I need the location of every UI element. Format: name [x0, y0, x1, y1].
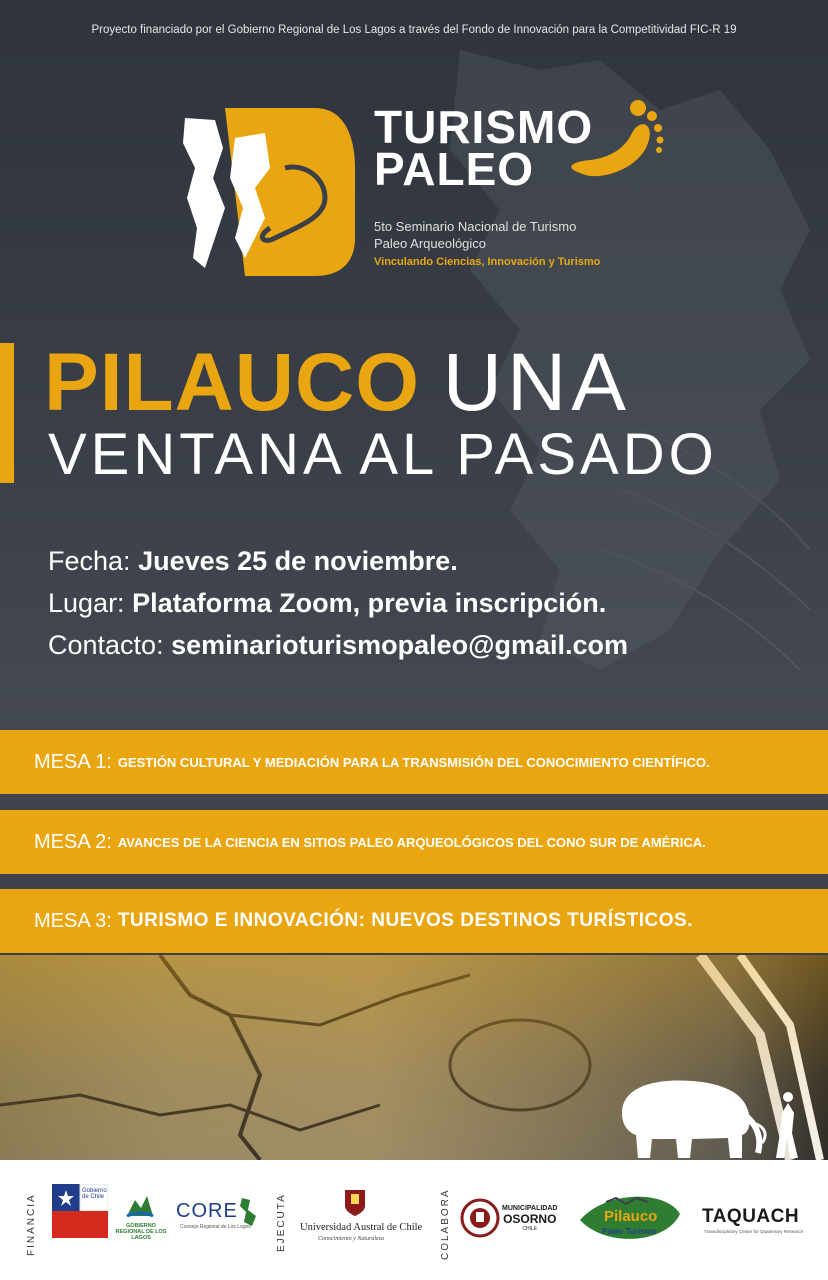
mountains-icon — [125, 1192, 155, 1218]
mammoth-silhouette-icon — [612, 1073, 812, 1160]
mesa-3-label: MESA 3: — [34, 909, 112, 932]
pilauco-name: Pilauco — [604, 1208, 658, 1225]
osorno-line2: OSORNO — [503, 1212, 557, 1226]
mesa-3-banner — [0, 889, 828, 953]
colabora-label: COLABORA — [440, 1188, 451, 1260]
event-info — [48, 540, 628, 666]
logo-title-line1: TURISMO — [374, 101, 594, 153]
gobierno-regional-logo — [113, 1192, 169, 1240]
gobierno-chile-text: Gobierno de Chile — [82, 1188, 107, 1200]
headline-bold: PILAUCO — [44, 337, 420, 428]
uach-tagline: Conocimiento y Naturaleza — [318, 1236, 384, 1242]
footprint-photo — [0, 955, 828, 1160]
uach-name: Universidad Austral de Chile — [300, 1222, 423, 1233]
info-fecha — [48, 540, 628, 582]
headline-line2: VENTANA AL PASADO — [48, 422, 718, 487]
fecha-label: Fecha: — [48, 546, 131, 576]
headline-line1 — [44, 337, 631, 428]
footprint-icon — [560, 88, 670, 198]
core-subtitle: Consejo Regional de Los Lagos — [180, 1224, 251, 1230]
lugar-label: Lugar: — [48, 588, 125, 618]
logo-tagline: Vinculando Ciencias, Innovación y Turismo — [374, 256, 601, 268]
logo-subtitle-line2: Paleo Arqueológico — [374, 236, 487, 251]
ejecuta-label: EJECUTA — [276, 1193, 287, 1252]
osorno-crest-icon — [460, 1198, 500, 1238]
mesa-2-label: MESA 2: — [34, 830, 112, 853]
contacto-value[interactable]: seminarioturismopaleo@gmail.com — [171, 630, 629, 660]
osorno-line3: CHILE — [522, 1226, 538, 1232]
core-logo-text: CORE — [176, 1200, 238, 1222]
mesa-2-text: AVANCES DE LA CIENCIA EN SITIOS PALEO ARQUEOLÓGICOS DEL CONO SUR DE AMÉRICA. — [117, 834, 706, 850]
mesa-2-banner — [0, 810, 828, 874]
mesa-3-text: TURISMO E INNOVACIÓN: NUEVOS DESTINOS TURÍSTICOS. — [117, 910, 693, 931]
logo-subtitle-line1: 5to Seminario Nacional de Turismo — [374, 219, 577, 234]
uach-crest-icon — [343, 1188, 367, 1218]
funding-note: Proyecto financiado por el Gobierno Regional de Los Lagos a través del Fondo de Innovación para la Competitividad FIC-R 19 — [91, 24, 737, 36]
logo-subtitle — [374, 218, 576, 252]
financia-label: FINANCIA — [26, 1193, 37, 1256]
headline-light: UNA — [442, 337, 631, 428]
gobierno-regional-text: GOBIERNO REGIONAL DE LOS LAGOS — [115, 1223, 167, 1241]
mesa-1-label: MESA 1: — [34, 750, 112, 773]
mesa-1-banner — [0, 730, 828, 794]
logo-title-line2: PALEO — [374, 143, 535, 195]
contacto-label: Contacto: — [48, 630, 164, 660]
info-contacto — [48, 624, 628, 666]
taquach-name: TAQUACH — [702, 1206, 800, 1227]
taquach-subtitle: Transdisciplinary Center for Quaternary Research — [704, 1229, 804, 1234]
lugar-value: Plataforma Zoom, previa inscripción. — [132, 588, 607, 618]
fecha-value: Jueves 25 de noviembre. — [138, 546, 458, 576]
sponsors-footer — [0, 1160, 828, 1280]
pilauco-logo — [576, 1194, 684, 1246]
turismo-paleo-logo-icon — [175, 108, 355, 278]
pilauco-subtitle: Paleo Turismo — [602, 1227, 657, 1236]
osorno-text — [502, 1204, 557, 1234]
core-region-icon — [236, 1196, 264, 1228]
info-lugar — [48, 582, 628, 624]
mesa-1-text: GESTIÓN CULTURAL Y MEDIACIÓN PARA LA TRANSMISIÓN DEL CONOCIMIENTO CIENTÍFICO. — [117, 754, 710, 770]
osorno-line1: MUNICIPALIDAD — [502, 1205, 558, 1212]
accent-bar — [0, 343, 14, 483]
